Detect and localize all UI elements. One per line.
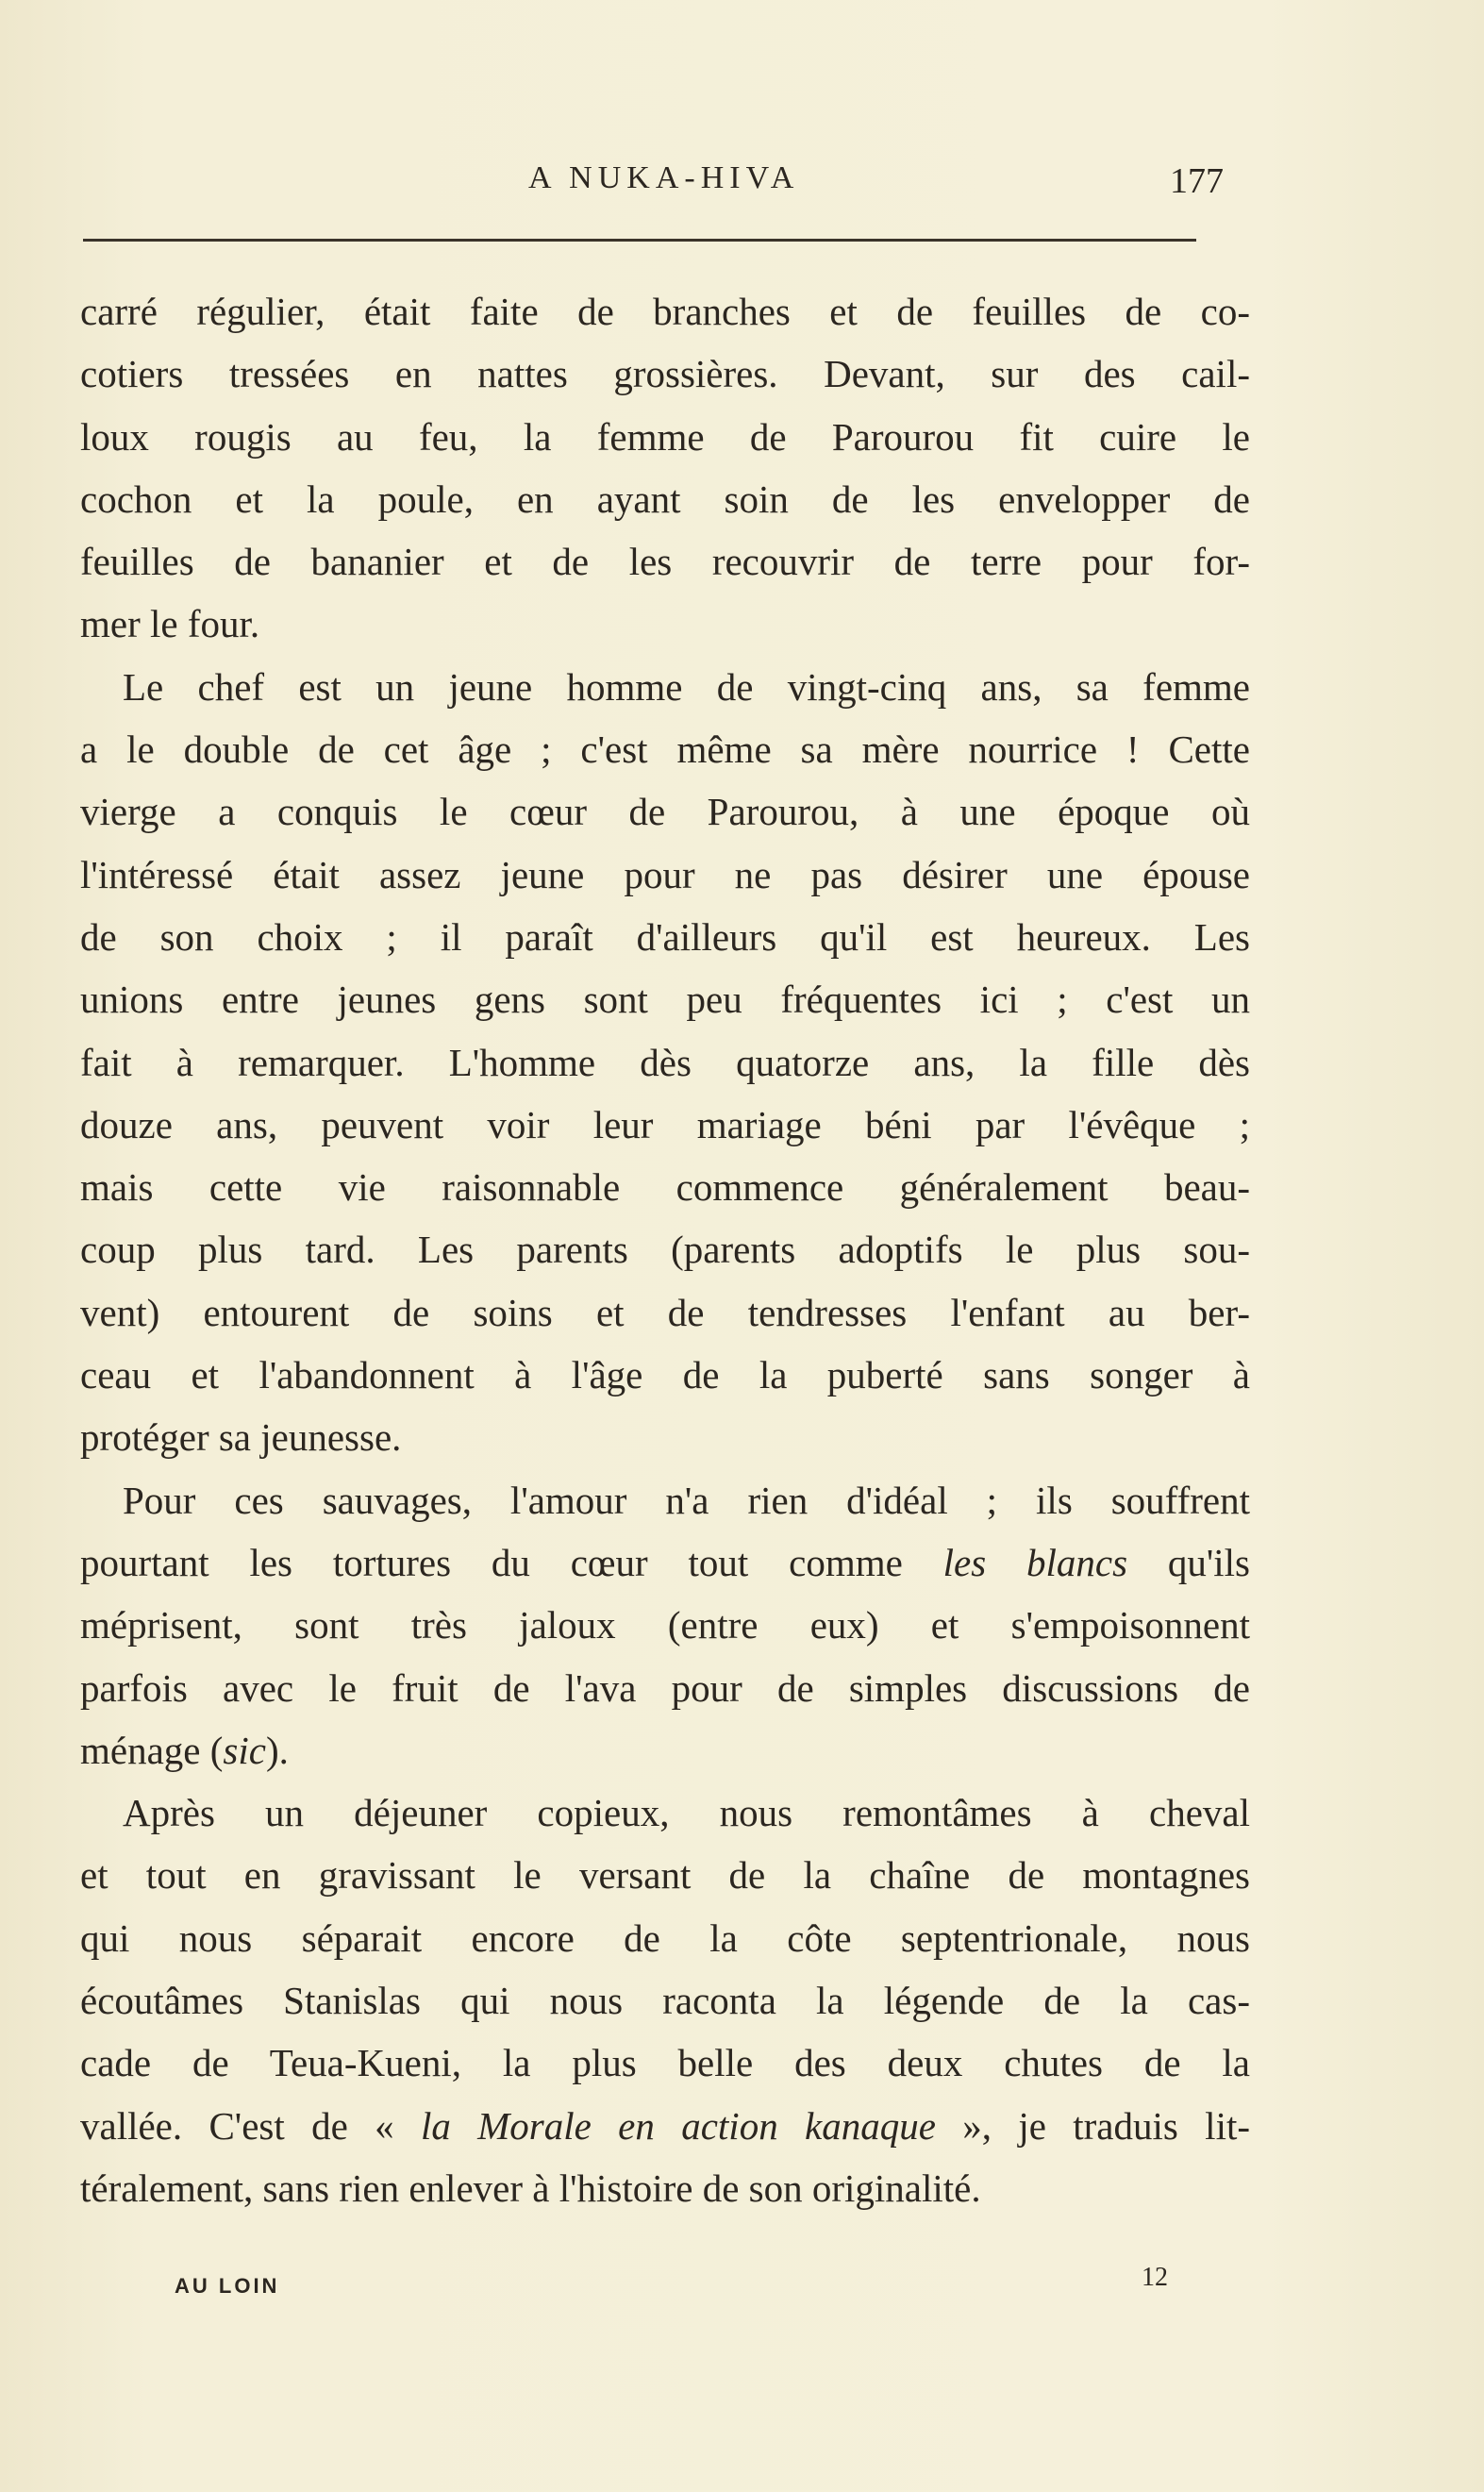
- text-line: l'intéressé était assez jeune pour ne pas désirer une épouse: [80, 852, 1250, 896]
- text-line: coup plus tard. Les parents (parents adoptifs le plus sou-: [80, 1228, 1250, 1272]
- italic-segment: la Morale en action kanaque: [420, 2103, 936, 2148]
- text-line: fait à remarquer. L'homme dès quatorze ans, la fille dès: [80, 1040, 1250, 1084]
- text-line: cotiers tressées en nattes grossières. Devant, sur des cail-: [80, 352, 1250, 396]
- text-line: qui nous séparait encore de la côte septentrionale, nous: [80, 1915, 1250, 1960]
- text-segment: », je traduis lit-: [962, 2103, 1250, 2148]
- body-text: [80, 280, 1250, 2219]
- italic-segment: sic: [223, 1728, 266, 1772]
- text-segment: qu'ils: [1167, 1540, 1250, 1584]
- text-line: écoutâmes Stanislas qui nous raconta la légende de la cas-: [80, 1979, 1250, 2023]
- text-line: loux rougis au feu, la femme de Parourou fit cuire le: [80, 414, 1250, 459]
- text-line: Pour ces sauvages, l'amour n'a rien d'idéal ; ils souffrent: [123, 1478, 1250, 1522]
- text-line: a le double de cet âge ; c'est même sa mère nourrice ! Cette: [80, 728, 1250, 772]
- text-line: douze ans, peuvent voir leur mariage béni par l'évêque ;: [80, 1102, 1250, 1146]
- text-line: [80, 2095, 1250, 2157]
- text-line: cade de Teua-Kueni, la plus belle des deux chutes de la: [80, 2041, 1250, 2085]
- signature-mark: AU LOIN: [175, 2274, 280, 2298]
- text-line: téralement, sans rien enlever à l'histoire de son originalité.: [80, 2166, 981, 2210]
- page-number: 177: [1170, 161, 1224, 201]
- text-segment: pourtant les tortures du cœur tout comme: [80, 1540, 903, 1584]
- text-line: vierge a conquis le cœur de Parourou, à une époque où: [80, 790, 1250, 834]
- text-line: mais cette vie raisonnable commence généralement beau-: [80, 1165, 1250, 1210]
- text-line: de son choix ; il paraît d'ailleurs qu'il est heureux. Les: [80, 914, 1250, 959]
- text-segment: vallée. C'est de «: [80, 2103, 394, 2148]
- text-line: Après un déjeuner copieux, nous remontâmes à cheval: [123, 1791, 1250, 1835]
- running-head: A NUKA-HIVA: [528, 160, 800, 195]
- text-line: [80, 1531, 1250, 1594]
- signature-number: 12: [1142, 2263, 1168, 2292]
- text-segment: ).: [265, 1728, 289, 1772]
- text-line: méprisent, sont très jaloux (entre eux) et s'empoisonnent: [80, 1603, 1250, 1647]
- text-line: unions entre jeunes gens sont peu fréquentes ici ; c'est un: [80, 978, 1250, 1022]
- text-line: cochon et la poule, en ayant soin de les envelopper de: [80, 477, 1250, 521]
- text-line: protéger sa jeunesse.: [80, 1415, 402, 1460]
- text-line: et tout en gravissant le versant de la chaîne de montagnes: [80, 1853, 1250, 1898]
- header-rule: [83, 239, 1196, 242]
- text-line: Le chef est un jeune homme de vingt-cinq ans, sa femme: [123, 664, 1250, 709]
- text-line: ceau et l'abandonnent à l'âge de la puberté sans songer à: [80, 1353, 1250, 1397]
- text-segment: ménage (: [80, 1728, 224, 1772]
- text-line: carré régulier, était faite de branches et de feuilles de co-: [80, 290, 1250, 333]
- text-line: vent) entourent de soins et de tendresses l'enfant au ber-: [80, 1290, 1250, 1334]
- italic-segment: les blancs: [942, 1540, 1128, 1584]
- text-line: parfois avec le fruit de l'ava pour de simples discussions de: [80, 1665, 1250, 1710]
- text-line: [80, 1719, 1250, 1781]
- text-line: mer le four.: [80, 602, 260, 646]
- text-line: feuilles de bananier et de les recouvrir de terre pour for-: [80, 540, 1250, 584]
